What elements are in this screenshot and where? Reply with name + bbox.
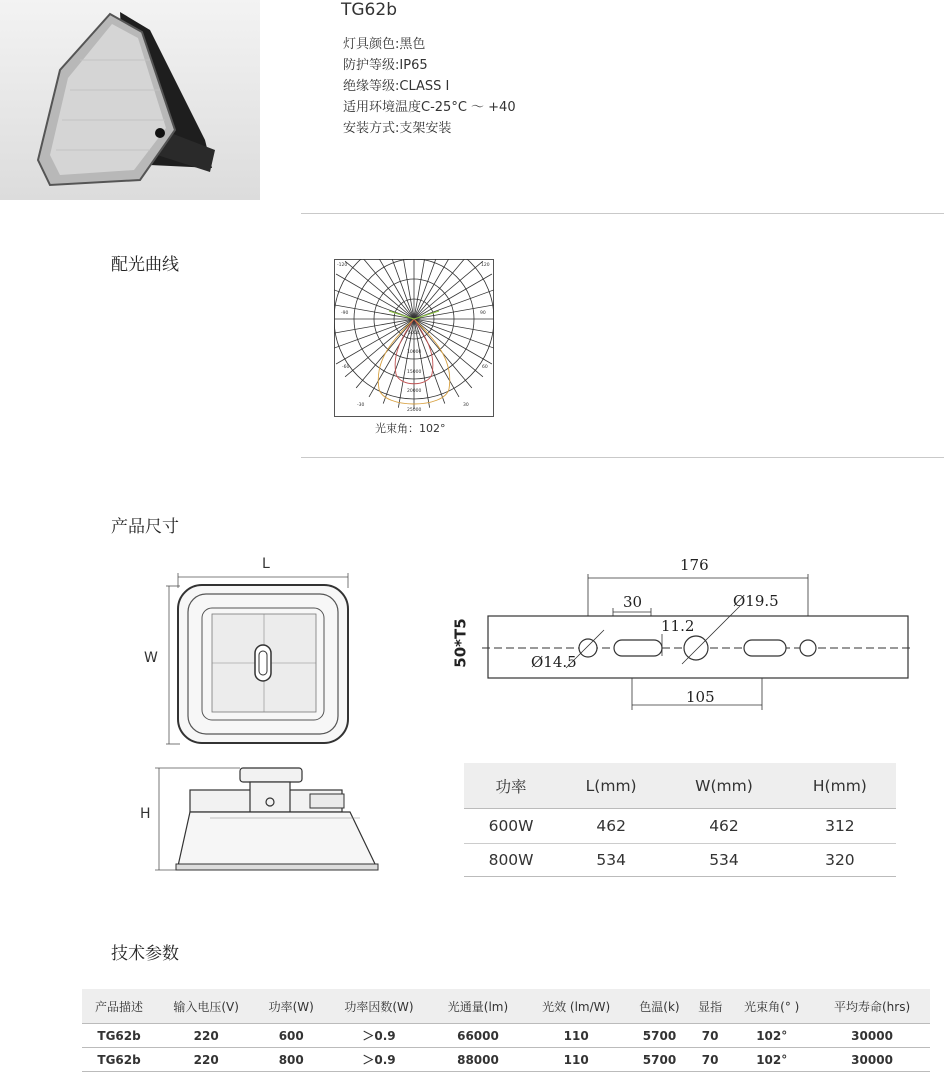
spec-ip: 防护等级:IP65 <box>343 58 428 73</box>
col-header: 光效 (lm/W) <box>524 989 628 1024</box>
polar-diagram <box>334 259 494 421</box>
table-header-row <box>82 989 930 1024</box>
table-row <box>464 844 896 877</box>
polar-angle-label: 30 <box>463 403 469 408</box>
table-header-row <box>464 763 896 809</box>
table-cell: 534 <box>558 844 664 877</box>
table-cell: 220 <box>156 1024 256 1048</box>
col-header: 功率(W) <box>256 989 326 1024</box>
bracket-dim-slot-width: 11.2 <box>661 617 695 635</box>
bracket-dim-spacing: 105 <box>686 688 715 706</box>
table-row <box>464 809 896 844</box>
col-header: 平均寿命(hrs) <box>814 989 930 1024</box>
bracket-dim-slot: 30 <box>623 593 643 611</box>
col-header: 显指 <box>691 989 730 1024</box>
table-cell: 312 <box>784 809 896 844</box>
table-cell: ＞0.9 <box>326 1024 432 1048</box>
col-header: 功率 <box>464 763 558 809</box>
table-cell: 30000 <box>814 1048 930 1072</box>
col-header: H(mm) <box>784 763 896 809</box>
polar-angle-label: 120 <box>481 263 490 268</box>
table-cell: 800W <box>464 844 558 877</box>
spec-mount: 安装方式:支架安装 <box>343 121 452 136</box>
col-header: 功率因数(W) <box>326 989 432 1024</box>
tech-params-table <box>82 989 930 1072</box>
table-cell: 462 <box>664 809 784 844</box>
table-cell: 534 <box>664 844 784 877</box>
table-row <box>82 1024 930 1048</box>
product-model: TG62b <box>341 0 397 20</box>
polar-angle-label: -60 <box>342 365 350 370</box>
table-cell: 88000 <box>432 1048 524 1072</box>
table-cell: 110 <box>524 1048 628 1072</box>
polar-angle-label: 60 <box>482 365 488 370</box>
col-header: 产品描述 <box>82 989 156 1024</box>
polar-ring-label: 15000 <box>407 370 422 375</box>
table-cell: 5700 <box>628 1024 691 1048</box>
polar-angle-label: -30 <box>357 403 365 408</box>
col-header: 光通量(lm) <box>432 989 524 1024</box>
product-photo <box>0 0 260 200</box>
table-cell: 110 <box>524 1024 628 1048</box>
divider <box>301 457 944 458</box>
polar-angle-label: -120 <box>337 263 348 268</box>
table-cell: 70 <box>691 1024 730 1048</box>
bracket-dim-big-hole: Ø19.5 <box>733 592 779 610</box>
table-cell: ＞0.9 <box>326 1048 432 1072</box>
dim-label-h: H <box>140 806 151 822</box>
table-cell: 102° <box>729 1048 814 1072</box>
divider <box>301 213 944 214</box>
table-cell: 320 <box>784 844 896 877</box>
col-header: 输入电压(V) <box>156 989 256 1024</box>
polar-ring-label: 20000 <box>407 389 422 394</box>
table-cell: 600W <box>464 809 558 844</box>
bracket-dim-total: 176 <box>680 556 709 574</box>
table-cell: 600 <box>256 1024 326 1048</box>
table-cell: 462 <box>558 809 664 844</box>
spec-list <box>343 34 516 139</box>
polar-angle-label: 90 <box>480 311 486 316</box>
table-cell: TG62b <box>82 1024 156 1048</box>
beam-angle-caption: 光束角：102° <box>375 422 446 435</box>
table-cell: 102° <box>729 1024 814 1048</box>
section-light-curve: 配光曲线 <box>111 255 179 275</box>
side-view-drawing <box>150 764 390 880</box>
col-header: 色温(k) <box>628 989 691 1024</box>
col-header: W(mm) <box>664 763 784 809</box>
bracket-section-label: 50*T5 <box>451 618 470 668</box>
table-cell: 30000 <box>814 1024 930 1048</box>
section-tech-params: 技术参数 <box>111 944 179 964</box>
polar-ring-label: 25000 <box>407 408 422 413</box>
bracket-dim-small-hole: Ø14.5 <box>531 653 577 671</box>
table-cell: 70 <box>691 1048 730 1072</box>
spec-color: 灯具颜色:黑色 <box>343 37 426 52</box>
col-header: L(mm) <box>558 763 664 809</box>
spec-insulation: 绝缘等级:CLASS Ⅰ <box>343 79 450 94</box>
polar-angle-label: -90 <box>341 311 349 316</box>
table-cell: 800 <box>256 1048 326 1072</box>
polar-ring-label: 10000 <box>407 350 422 355</box>
dimensions-table <box>464 763 896 877</box>
table-cell: 66000 <box>432 1024 524 1048</box>
polar-ring-label: 5000 <box>408 331 420 336</box>
top-view-drawing <box>166 570 356 754</box>
dim-label-w: W <box>144 650 158 666</box>
table-cell: TG62b <box>82 1048 156 1072</box>
col-header: 光束角(° ) <box>729 989 814 1024</box>
dim-label-l: L <box>262 556 270 572</box>
section-dimensions: 产品尺寸 <box>111 517 179 537</box>
table-cell: 5700 <box>628 1048 691 1072</box>
spec-temperature: 适用环境温度C-25°C ～ +40 <box>343 100 516 115</box>
table-cell: 220 <box>156 1048 256 1072</box>
